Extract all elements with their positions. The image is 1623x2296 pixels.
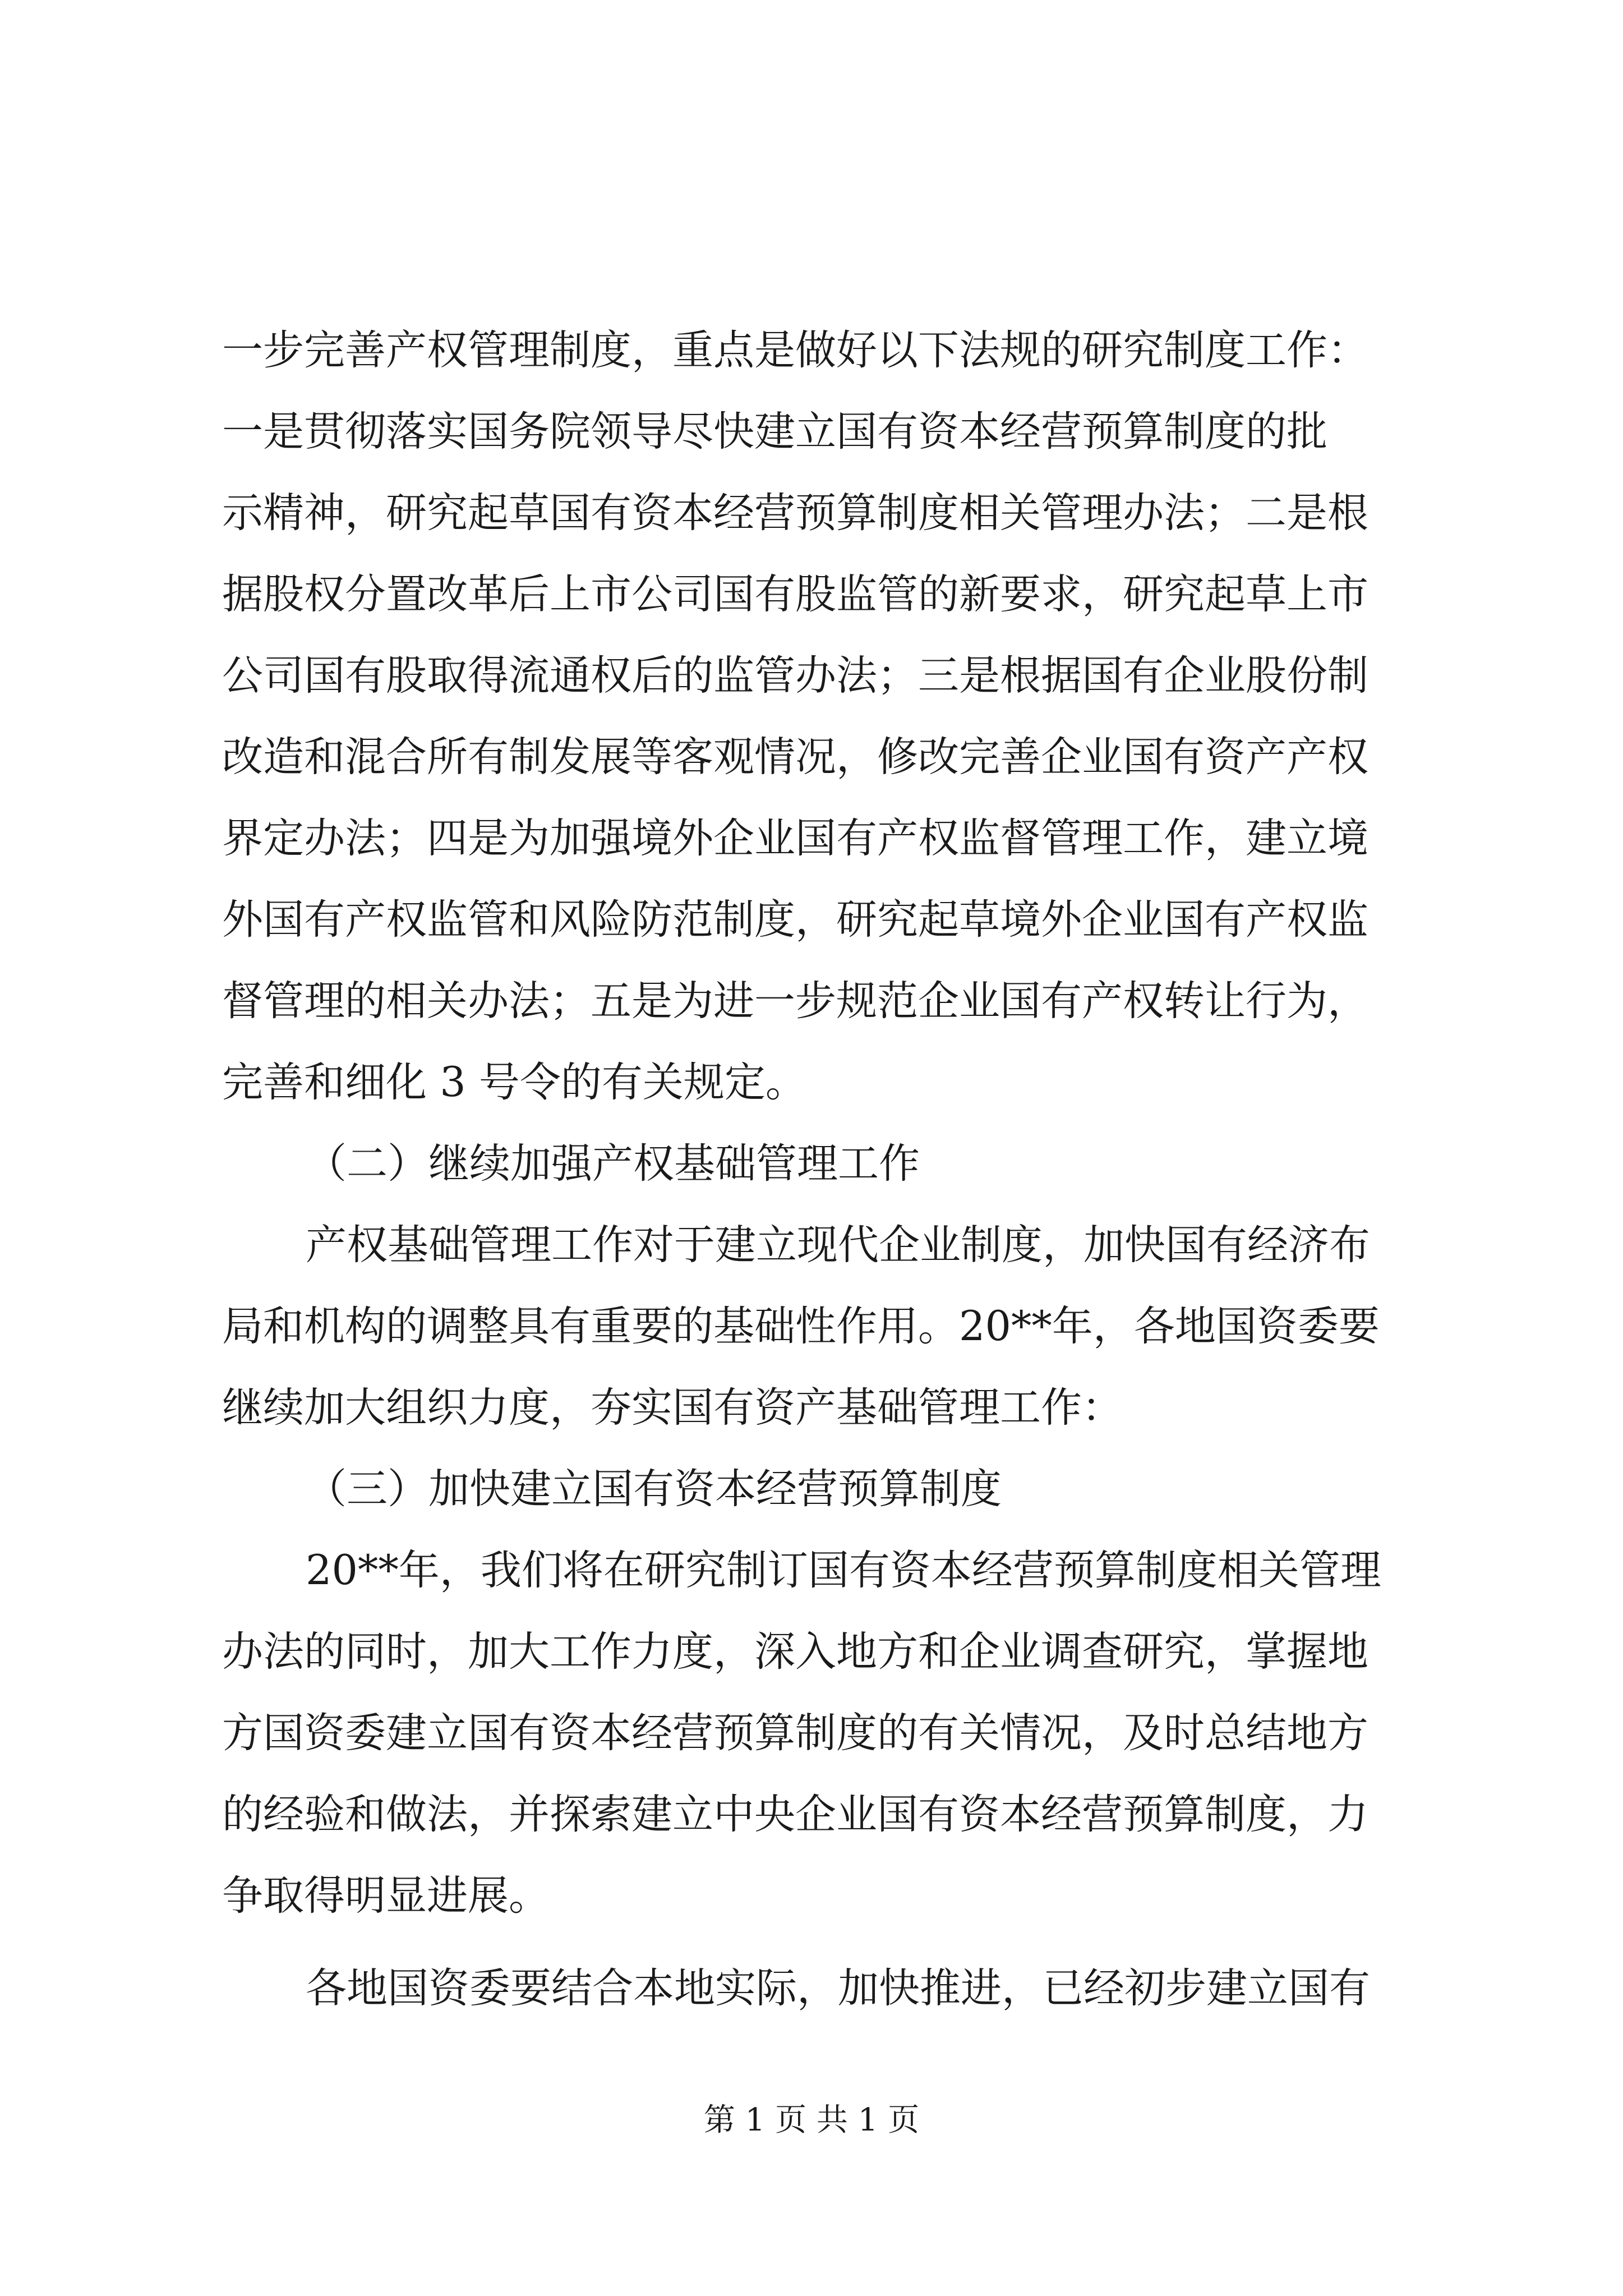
body-line-7: 界定办法；四是为加强境外企业国有产权监督管理工作，建立境 xyxy=(222,815,1368,862)
body-line-10: 完善和细化 3 号令的有关规定。 xyxy=(222,1059,806,1106)
section-heading-2: （二）继续加强产权基础管理工作 xyxy=(306,1140,920,1188)
body-line-8: 外国有产权监管和风险防范制度，研究起草境外企业国有产权监 xyxy=(222,896,1368,944)
body-line-12: 产权基础管理工作对于建立现代企业制度，加快国有经济布 xyxy=(306,1221,1370,1269)
body-line-5: 公司国有股取得流通权后的监管办法；三是根据国有企业股份制 xyxy=(222,652,1368,700)
section-heading-3: （三）加快建立国有资本经营预算制度 xyxy=(306,1465,1002,1513)
body-line-13: 局和机构的调整具有重要的基础性作用。20**年，各地国资委要 xyxy=(222,1303,1380,1350)
body-line-4: 据股权分置改革后上市公司国有股监管的新要求，研究起草上市 xyxy=(222,570,1368,618)
body-line-9: 督管理的相关办法；五是为进一步规范企业国有产权转让行为， xyxy=(222,977,1368,1025)
body-line-17: 办法的同时，加大工作力度，深入地方和企业调查研究，掌握地 xyxy=(222,1628,1368,1676)
body-line-3: 示精神，研究起草国有资本经营预算制度相关管理办法；二是根 xyxy=(222,489,1368,537)
body-line-1: 一步完善产权管理制度，重点是做好以下法规的研究制度工作： xyxy=(222,326,1368,374)
body-line-2: 一是贯彻落实国务院领导尽快建立国有资本经营预算制度的批 xyxy=(222,408,1327,455)
body-line-19: 的经验和做法，并探索建立中央企业国有资本经营预算制度，力 xyxy=(222,1791,1368,1838)
body-line-16: 20**年，我们将在研究制订国有资本经营预算制度相关管理 xyxy=(306,1547,1381,1594)
page-footer: 第 1 页 共 1 页 xyxy=(703,2102,920,2138)
body-line-6: 改造和混合所有制发展等客观情况，修改完善企业国有资产产权 xyxy=(222,733,1368,781)
body-line-14: 继续加大组织力度，夯实国有资产基础管理工作： xyxy=(222,1384,1123,1432)
body-line-18: 方国资委建立国有资本经营预算制度的有关情况，及时总结地方 xyxy=(222,1709,1368,1757)
body-line-21: 各地国资委要结合本地实际，加快推进，已经初步建立国有 xyxy=(306,1964,1370,2012)
body-line-20: 争取得明显进展。 xyxy=(222,1872,550,1920)
